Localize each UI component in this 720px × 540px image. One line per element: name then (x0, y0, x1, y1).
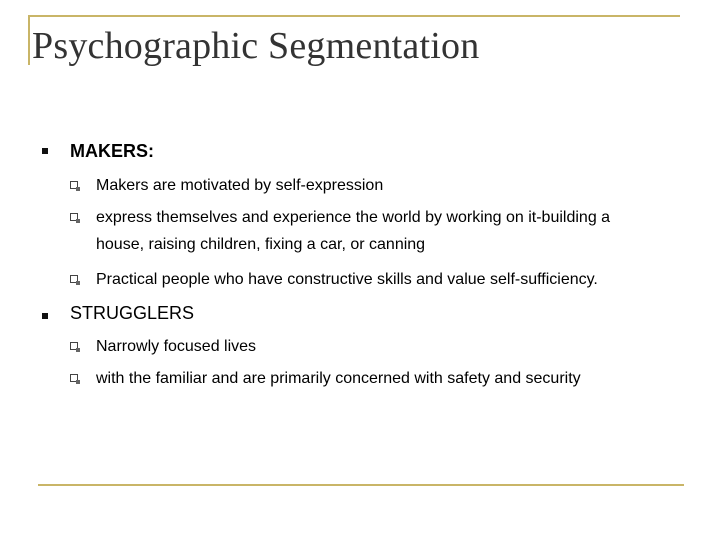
bullet-square-icon (42, 313, 48, 319)
strugglers-point-2: with the familiar and are primarily concerned with safety and security (96, 370, 581, 387)
sub-bullet-icon (70, 213, 78, 221)
slide-title: Psychographic Segmentation (32, 25, 480, 67)
sub-bullet-icon (70, 181, 78, 189)
makers-point-3: Practical people who have constructive skills and value self-sufficiency. (96, 271, 598, 288)
makers-point-1: Makers are motivated by self-expression (96, 177, 384, 194)
sub-bullet-icon (70, 342, 78, 350)
strugglers-point-1: Narrowly focused lives (96, 338, 257, 355)
title-rule-top (28, 15, 680, 17)
bullet-square-icon (42, 148, 48, 154)
section-heading-strugglers: STRUGGLERS (70, 303, 195, 323)
makers-point-2-cont: house, raising children, fixing a car, or canning (96, 236, 426, 253)
section-heading-makers: MAKERS: (70, 141, 154, 161)
sub-bullet-icon (70, 374, 78, 382)
footer-rule (38, 484, 684, 486)
makers-point-2: express themselves and experience the world by working on it-building a (96, 209, 611, 226)
sub-bullet-icon (70, 275, 78, 283)
title-rule-left (28, 15, 30, 65)
